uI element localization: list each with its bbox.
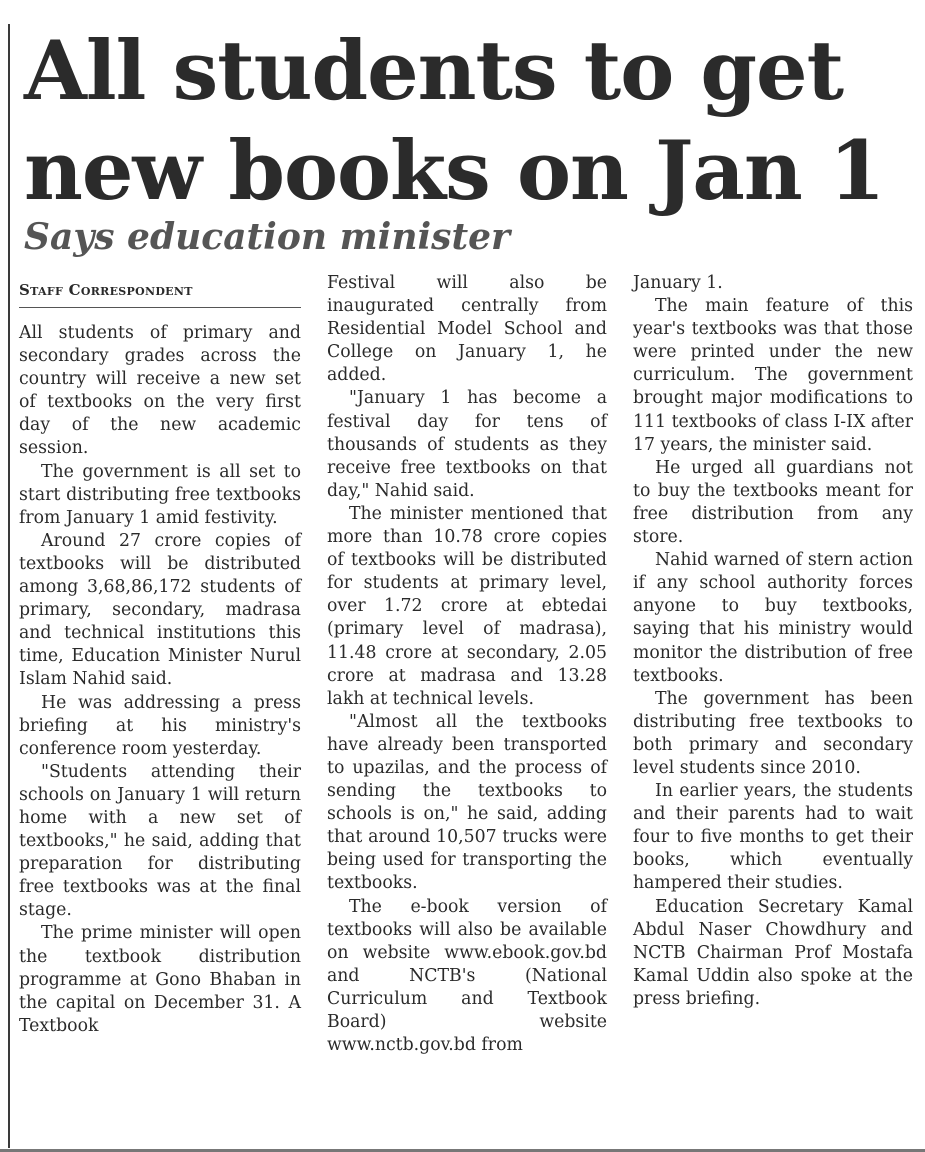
paragraph: Nahid warned of stern action if any school authority forces anyone to buy textbooks, saying that his ministry would monitor the distribution of free textbooks. — [633, 550, 913, 686]
byline: Staff Correspondent — [19, 279, 301, 308]
article-column-1 — [19, 322, 301, 1038]
headline — [24, 22, 904, 222]
paragraph: The e-book version of textbooks will also be available on website www.ebook.gov.bd and NCTB's (National Curriculum and Textbook Board) website www.nctb.gov.bd from — [327, 896, 607, 1056]
paragraph: The prime minister will open the textbook distribution programme at Gono Bhaban in the capital on December 31. A Textbook — [19, 923, 301, 1036]
article-column-2 — [327, 272, 607, 1057]
headline-line-1: All students to get — [24, 24, 844, 119]
paragraph: The minister mentioned that more than 10.78 crore copies of textbooks will be distributed for students at primary level, over 1.72 crore at ebtedai (primary level of madrasa), 11.48 crore at secondary, 2.05 crore at madrasa and 13.28 lakh at technical levels. — [327, 503, 607, 709]
paragraph: Festival will also be inaugurated centrally from Residential Model School and College on January 1, he added. — [327, 273, 607, 386]
article-column-3 — [633, 272, 913, 1011]
paragraph: "January 1 has become a festival day for tens of thousands of students as they receive free textbooks on that day," Nahid said. — [327, 388, 607, 501]
paragraph: The government has been distributing free textbooks to both primary and secondary level students since 2010. — [633, 688, 913, 778]
paragraph: "Almost all the textbooks have already been transported to upazilas, and the process of sending the textbooks to schools is on," he said, adding that around 10,507 trucks were being used for transporting the textbooks. — [327, 711, 607, 894]
paragraph: He urged all guardians not to buy the textbooks meant for free distribution from any store. — [633, 457, 913, 548]
paragraph: Around 27 crore copies of textbooks will be distributed among 3,68,86,172 students of primary, secondary, madrasa and technical institutions this time, Education Minister Nurul Islam Nahid said. — [19, 530, 301, 690]
headline-line-2: new books on Jan 1 — [24, 124, 885, 219]
paragraph: "Students attending their schools on January 1 will return home with a new set of textbooks," he said, adding that preparation for distributing free textbooks was at the final stage. — [19, 761, 301, 921]
left-column-rule — [8, 24, 10, 1148]
paragraph: The government is all set to start distributing free textbooks from January 1 amid festivity. — [19, 461, 301, 528]
paragraph: Education Secretary Kamal Abdul Naser Chowdhury and NCTB Chairman Prof Mostafa Kamal Uddin also spoke at the press briefing. — [633, 896, 913, 1009]
paragraph: All students of primary and secondary grades across the country will receive a new set of textbooks on the very first day of the new academic session. — [19, 323, 301, 459]
paragraph: The main feature of this year's textbooks was that those were printed under the new curriculum. The government brought major modifications to 111 textbooks of class I-IX after 17 years, the minister said. — [633, 296, 913, 455]
subheadline: Says education minister — [24, 216, 510, 258]
paragraph: January 1. — [633, 273, 723, 293]
paragraph: In earlier years, the students and their parents had to wait four to five months to get their books, which eventually hampered their studies. — [633, 781, 913, 894]
paragraph: He was addressing a press briefing at his ministry's conference room yesterday. — [19, 692, 301, 759]
